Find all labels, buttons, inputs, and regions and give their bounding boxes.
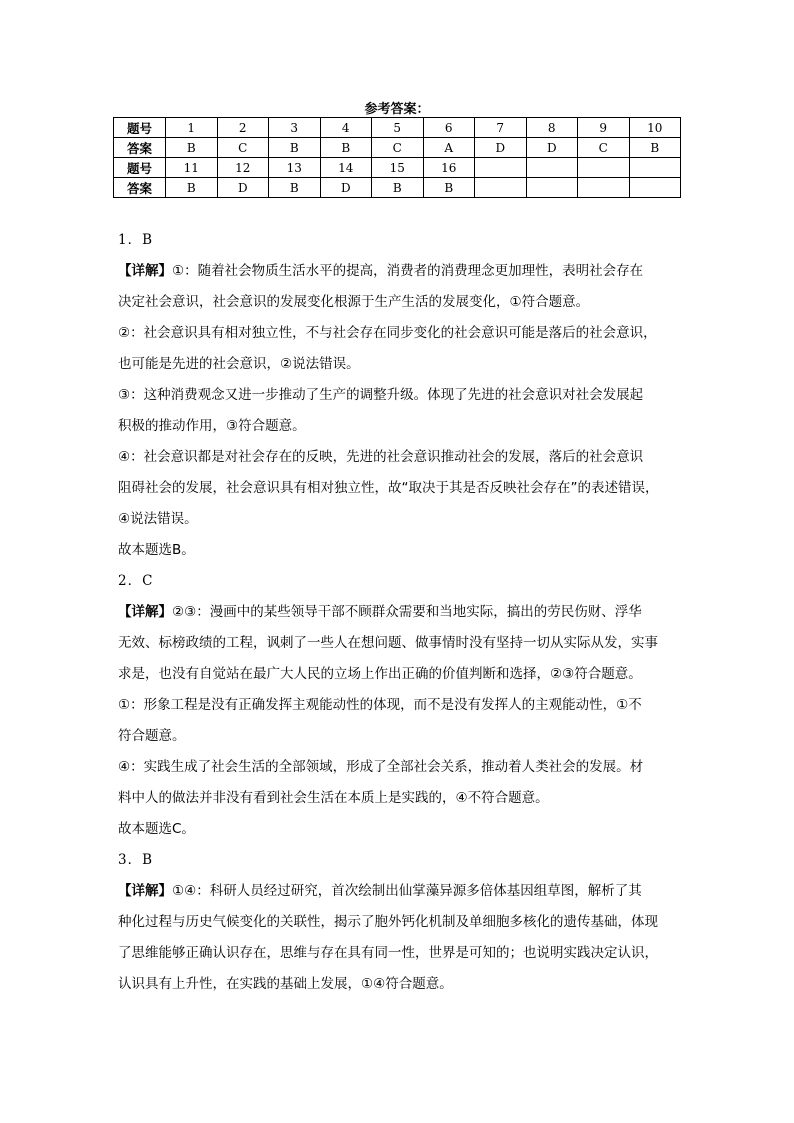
answer-table-cell [629, 158, 681, 178]
q3-number: 3．B [118, 852, 154, 868]
answer-table-header-cell: 答案 [114, 178, 166, 198]
answer-table-cell: 8 [526, 118, 578, 138]
answer-table-cell: 2 [217, 118, 269, 138]
q2-line: 符合题意。 [118, 728, 186, 744]
answer-table-row [114, 158, 681, 178]
answer-table-cell: 11 [166, 158, 218, 178]
q3-line: 种化过程与历史气候变化的关联性，揭示了胞外钙化机制及单细胞多核化的遗传基础，体现 [118, 914, 658, 930]
q1-line: 决定社会意识，社会意识的发展变化根源于生产生活的发展变化，①符合题意。 [118, 294, 590, 310]
answer-table-cell [578, 178, 630, 198]
q1-line: ④：社会意识都是对社会存在的反映，先进的社会意识推动社会的发展，落后的社会意识 [118, 449, 644, 465]
answer-table-cell: D [475, 138, 527, 158]
answer-table-cell: D [526, 138, 578, 158]
answer-table-cell: 15 [372, 158, 424, 178]
answer-table-row [114, 178, 681, 198]
q1-conclusion: 故本题选B。 [118, 542, 195, 558]
answer-table-cell: 4 [320, 118, 372, 138]
q2-line: ④：实践生成了社会生活的全部领域，形成了全部社会关系，推动着人类社会的发展。材 [118, 759, 644, 775]
answer-table-cell: 5 [372, 118, 424, 138]
q1-line: 【详解】①：随着社会物质生活水平的提高，消费者的消费理念更加理性，表明社会存在 [118, 263, 644, 279]
answer-table-cell: D [217, 178, 269, 198]
q3-line: 【详解】①④：科研人员经过研究，首次绘制出仙掌藻异源多倍体基因组草图，解析了其 [118, 883, 642, 899]
explanations [118, 225, 678, 1000]
answer-table-cell [526, 158, 578, 178]
q1-line: 也可能是先进的社会意识，②说法错误。 [118, 356, 360, 372]
answer-table-row [114, 118, 681, 138]
q2-line: 求是，也没有自觉站在最广大人民的立场上作出正确的价值判断和选择，②③符合题意。 [118, 666, 642, 682]
answer-table-cell: D [320, 178, 372, 198]
answer-table-cell: B [320, 138, 372, 158]
q1-tag: 【详解】 [118, 263, 172, 279]
answer-table-cell: 12 [217, 158, 269, 178]
answer-table-row [114, 138, 681, 158]
q1-number: 1．B [118, 232, 154, 248]
answer-table-cell: 14 [320, 158, 372, 178]
answer-table-cell: B [423, 178, 475, 198]
answer-table-cell [475, 158, 527, 178]
q2-tag: 【详解】 [118, 604, 172, 620]
q1-line: ③：这种消费观念又进一步推动了生产的调整升级。体现了先进的社会意识对社会发展起 [118, 387, 644, 403]
q2-conclusion: 故本题选C。 [118, 821, 195, 837]
answer-table-cell: B [166, 178, 218, 198]
q3-line: 认识具有上升性，在实践的基础上发展，①④符合题意。 [118, 976, 453, 992]
answer-table-cell: B [166, 138, 218, 158]
q2-line: 料中人的做法并非没有看到社会生活在本质上是实践的，④不符合题意。 [118, 790, 549, 806]
answer-table-cell: 16 [423, 158, 475, 178]
q1-line: 阻碍社会的发展，社会意识具有相对独立性，故“取决于其是否反映社会存在”的表述错误， [118, 480, 659, 496]
q2-number: 2．C [118, 573, 154, 589]
q1-line: ②：社会意识具有相对独立性，不与社会存在同步变化的社会意识可能是落后的社会意识， [118, 325, 657, 341]
answer-table-header-cell: 答案 [114, 138, 166, 158]
q3-tag: 【详解】 [118, 883, 172, 899]
answer-table-header-cell: 题号 [114, 118, 166, 138]
q1-line: 积极的推动作用，③符合题意。 [118, 418, 306, 434]
answer-table-cell: 9 [578, 118, 630, 138]
answer-table-cell: B [629, 138, 681, 158]
answer-table-cell [578, 158, 630, 178]
answer-table-cell: 6 [423, 118, 475, 138]
page-title: 参考答案： [364, 102, 430, 117]
q1-line: ④说法错误。 [118, 511, 198, 527]
answer-table-cell: 3 [269, 118, 321, 138]
answer-table-cell [629, 178, 681, 198]
q3-line: 了思维能够正确认识存在，思维与存在具有同一性，世界是可知的；也说明实践决定认识， [118, 945, 658, 961]
q2-line: 无效、标榜政绩的工程，讽刺了一些人在想问题、做事情时没有坚持一切从实际从发，实事 [118, 635, 658, 651]
q2-line: ①：形象工程是没有正确发挥主观能动性的体现，而不是没有发挥人的主观能动性，①不 [118, 697, 642, 713]
answer-table-cell: 10 [629, 118, 681, 138]
answer-table-cell: 13 [269, 158, 321, 178]
answer-table-cell: B [269, 178, 321, 198]
answer-table-cell: B [372, 178, 424, 198]
answer-table-cell: 7 [475, 118, 527, 138]
answer-table-cell: B [269, 138, 321, 158]
answer-table-cell [526, 178, 578, 198]
answer-table-cell: 1 [166, 118, 218, 138]
answer-table-cell: A [423, 138, 475, 158]
answer-table-cell: C [372, 138, 424, 158]
q2-line: 【详解】②③：漫画中的某些领导干部不顾群众需要和当地实际，搞出的劳民伤财、浮华 [118, 604, 642, 620]
answer-table-cell: C [578, 138, 630, 158]
answer-table-header-cell: 题号 [114, 158, 166, 178]
answer-table-cell: C [217, 138, 269, 158]
answer-table [113, 117, 681, 198]
answer-table-cell [475, 178, 527, 198]
